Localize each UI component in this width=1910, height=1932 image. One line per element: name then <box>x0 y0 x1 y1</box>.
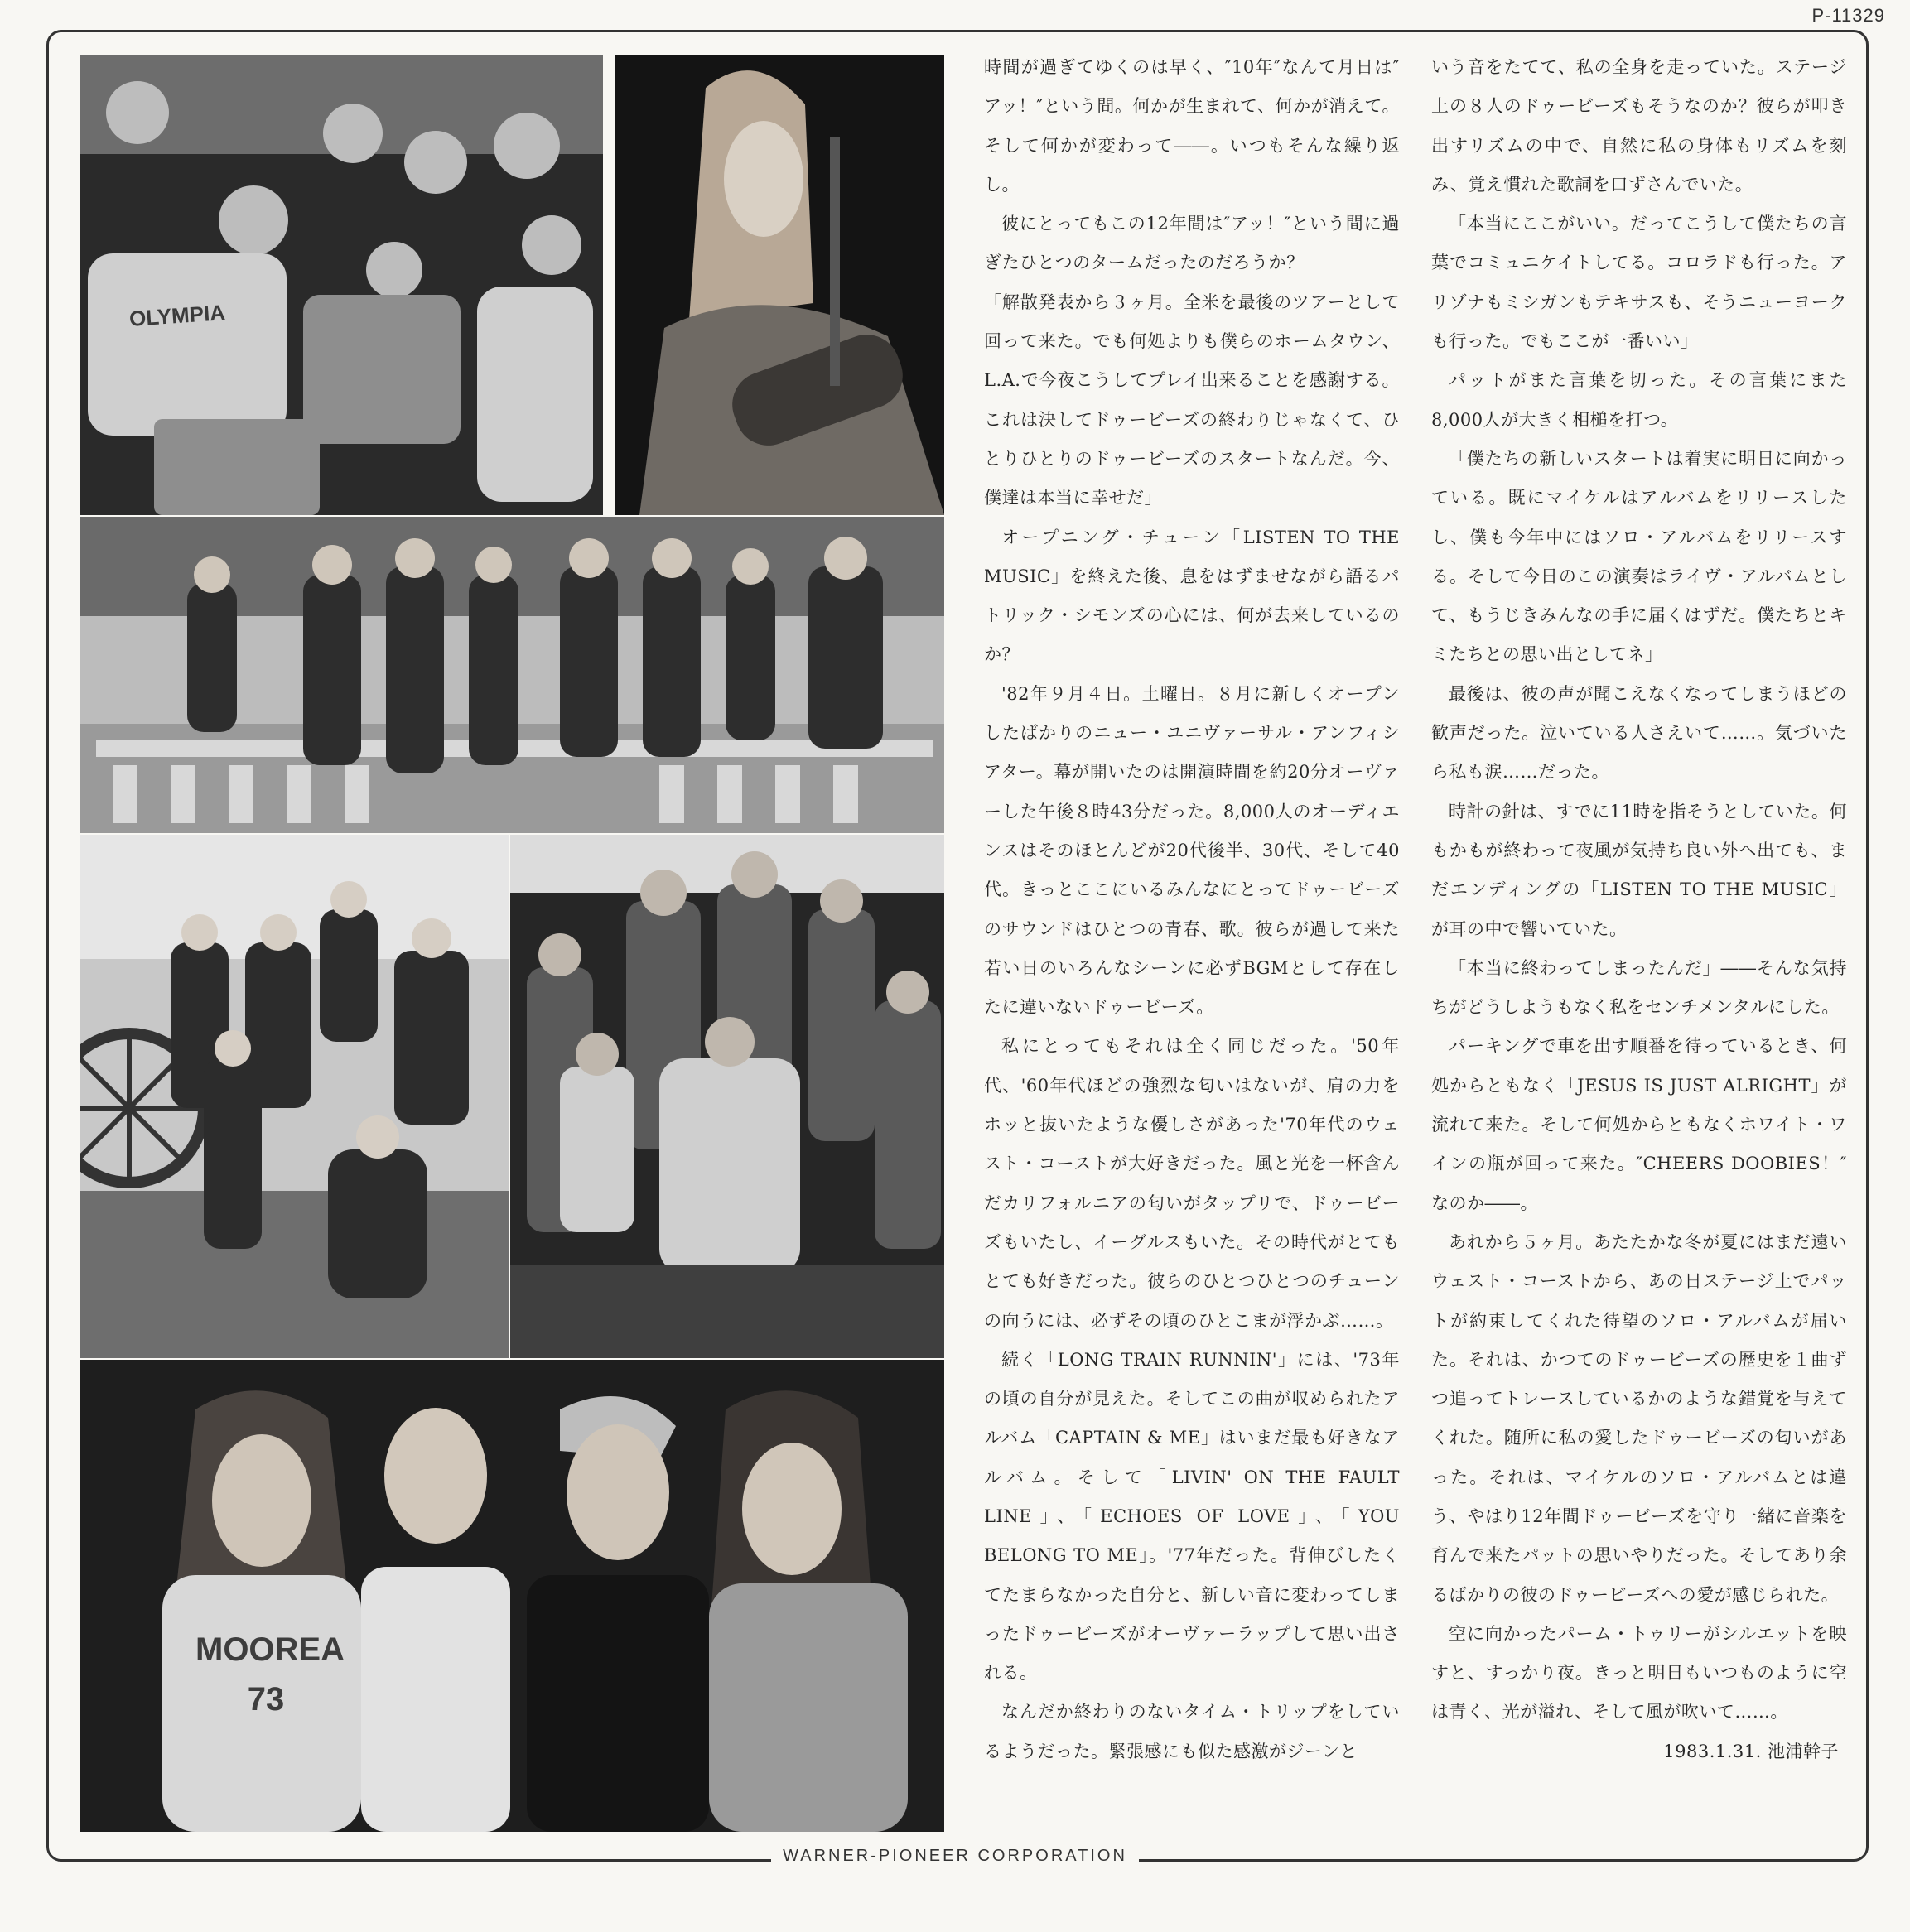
publisher-footer <box>0 1847 1910 1866</box>
olympia-shirt-text: OLYMPIA <box>128 299 226 332</box>
photo-band-on-stone-bench <box>80 517 944 833</box>
paragraph: 続く「LONG TRAIN RUNNIN'」には、'73年の頃の自分が見えた。そしてこの曲が収められたアルバム「CAPTAIN & ME」はいまだ最も好きなアルバム。そして「LIVIN' ON THE FAULT LINE」、「ECHOES OF LOVE」、「YOU BELONG TO ME」。'77年だった。背伸びしたくてたまらなかった自分と、新しい音に変わってしまったドゥービーズがオーヴァーラップして思い出される。 <box>984 1349 1400 1684</box>
paragraph: オープニング・チューン「LISTEN TO THE MUSIC」を終えた後、息をはずませながら語るパトリック・シモンズの心には、何が去来しているのか？ <box>984 527 1400 665</box>
paragraph: 「解散発表から３ヶ月。全米を最後のツアーとして回って来た。でも何処よりも僕らのホームタウン、L.A.で今夜こうしてプレイ出来ることを感謝する。これは決してドゥービーズの終わりじゃなくて、ひとりひとりのドゥービーズのスタートなんだ。今、僕達は本当に幸せだ」 <box>984 291 1400 508</box>
paragraph: 私にとってもそれは全く同じだった。'50年代、'60年代ほどの強烈な匂いはないが、肩の力をホッと抜いたような優しさがあった'70年代のウェスト・コーストが大好きだった。風と光を一杯含んだカリフォルニアの匂いがタップリで、ドゥービーズもいたし、イーグルスもいた。その時代がとてもとても好きだった。彼らのひとつひとつのチューンの向うには、必ずその頃のひとこまが浮かぶ……。 <box>984 1036 1400 1331</box>
paragraph: 「本当に終わってしまったんだ」――そんな気持ちがどうしようもなく私をセンチメンタルにした。 <box>1431 957 1847 1018</box>
paragraph: なんだか終わりのないタイム・トリップをしているようだった。緊張感にも似た感激がジーンと <box>984 1702 1400 1761</box>
paragraph: 最後は、彼の声が聞こえなくなってしまうほどの歓声だった。泣いている人さえいて……。気づいたら私も涙……だった。 <box>1431 683 1847 783</box>
paragraph: 「僕たちの新しいスタートは着実に明日に向かっている。既にマイケルはアルバムをリリースしたし、僕も今年中にはソロ・アルバムをリリースする。そして今日のこの演奏はライヴ・アルバムとして、もうじきみんなの手に届くはずだ。僕たちとキミたちとの思い出としてネ」 <box>1431 448 1847 665</box>
paragraph: あれから５ヶ月。あたたかな冬が夏にはまだ遠いウェスト・コーストから、あの日ステージ上でパットが約束してくれた待望のソロ・アルバムが届いた。それは、かつてのドゥービーズの歴史を１曲ずつ追ってトレースしているかのような錯覚を与えてくれた。随所に私の愛したドゥービーズの匂いがあった。それは、マイケルのソロ・アルバムとは違う、やはり12年間ドゥービーズを守り一緒に音楽を育んで来たパットの思いやりだった。そしてあり余るばかりの彼のドゥービーズへの愛が感じられた。 <box>1431 1231 1847 1605</box>
photo-guitarist-singing <box>615 55 944 515</box>
text-column-1 <box>984 48 1400 1837</box>
photo-band-four-members <box>80 1360 944 1832</box>
author-signature: 1983.1.31. 池浦幹子 <box>1663 1741 1839 1761</box>
catalog-number: P-11329 <box>1811 5 1885 26</box>
text-column-2 <box>1431 48 1847 1837</box>
paragraph: パットがまた言葉を切った。その言葉にまた8,000人が大きく相槌を打つ。 <box>1431 370 1847 430</box>
paragraph: 空に向かったパーム・トゥリーがシルエットを映すと、すっかり夜。きっと明日もいつものように空は青く、光が溢れ、そして風が吹いて……。 <box>1431 1623 1847 1722</box>
paragraph: 「本当にここがいい。だってこうして僕たちの言葉でコミュニケイトしてる。コロラドも行った。アリゾナもミシガンもテキサスも、そうニューヨークも行った。でもここが一番いい」 <box>1431 214 1847 352</box>
paragraph: 時間が過ぎてゆくのは早く、″10年″なんて月日は″アッ！″という間。何かが生まれて、何かが消えて。そして何かが変わって――。いつもそんな繰り返し。 <box>984 57 1400 195</box>
paragraph: '82年９月４日。土曜日。８月に新しくオープンしたばかりのニュー・ユニヴァーサル・アンフィシアター。幕が開いたのは開演時間を約20分オーヴァーした午後８時43分だった。8,000人のオーディエンスはそのほとんどが20代後半、30代、そして40代。きっとここにいるみんなにとってドゥービーズのサウンドはひとつの青春、歌。彼らが過して来た若い日のいろんなシーンに必ずBGMとして存在したに違いないドゥービーズ。 <box>984 683 1400 1018</box>
paragraph: パーキングで車を出す順番を待っているとき、何処からともなく「JESUS IS JUST ALRIGHT」が流れて来た。そして何処からともなくホワイト・ワインの瓶が回って来た。″CHEERS DOOBIES！″なのか――。 <box>1431 1036 1847 1213</box>
photo-band-large-group <box>510 835 944 1358</box>
publisher-name: WARNER-PIONEER CORPORATION <box>771 1847 1139 1865</box>
photo-band-group-olympia <box>80 55 603 515</box>
paragraph: 時計の針は、すでに11時を指そうとしていた。何もかもが終わって夜風が気持ち良い外へ出ても、まだエンディングの「LISTEN TO THE MUSIC」が耳の中で響いていた。 <box>1431 801 1847 939</box>
moorea-shirt-text: MOOREA 73 <box>195 1631 345 1718</box>
photo-band-with-cannon <box>80 835 509 1358</box>
paragraph: いう音をたてて、私の全身を走っていた。ステージ上の８人のドゥービーズもそうなのか？彼らが叩き出すリズムの中で、自然に私の身体もリズムを刻み、覚え慣れた歌詞を口ずさんでいた。 <box>1431 57 1847 195</box>
paragraph: 彼にとってもこの12年間は″アッ！″という間に過ぎたひとつのタームだったのだろうか？ <box>984 214 1400 273</box>
